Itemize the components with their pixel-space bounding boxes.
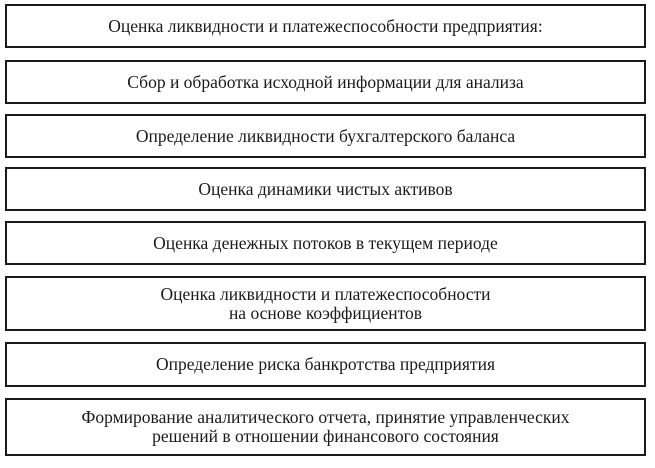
step-box-cash-flows bbox=[5, 221, 646, 265]
step-box-ratio-analysis bbox=[5, 276, 646, 331]
step-label: Оценка ликвидности и платежеспособности предприятия: bbox=[108, 15, 543, 36]
step-label: Оценка денежных потоков в текущем периоде bbox=[153, 232, 498, 253]
step-label: Сбор и обработка исходной информации для анализа bbox=[127, 71, 524, 92]
step-box-net-assets bbox=[5, 167, 646, 211]
step-box-title bbox=[5, 4, 646, 48]
step-label: Определение ликвидности бухгалтерского баланса bbox=[135, 125, 516, 146]
step-label: Определение риска банкротства предприятия bbox=[155, 354, 495, 374]
step-box-bankruptcy-risk bbox=[5, 342, 646, 387]
step-box-data-collection bbox=[5, 60, 646, 104]
step-label: Формирование аналитического отчета, принятие управленческих решений в отношении финансового состояния bbox=[81, 407, 570, 446]
step-box-balance-liquidity bbox=[5, 114, 646, 158]
step-box-analytical-report bbox=[5, 398, 646, 456]
step-label: Оценка ликвидности и платежеспособности на основе коэффициентов bbox=[160, 283, 491, 323]
step-label: Оценка динамики чистых активов bbox=[198, 178, 453, 199]
